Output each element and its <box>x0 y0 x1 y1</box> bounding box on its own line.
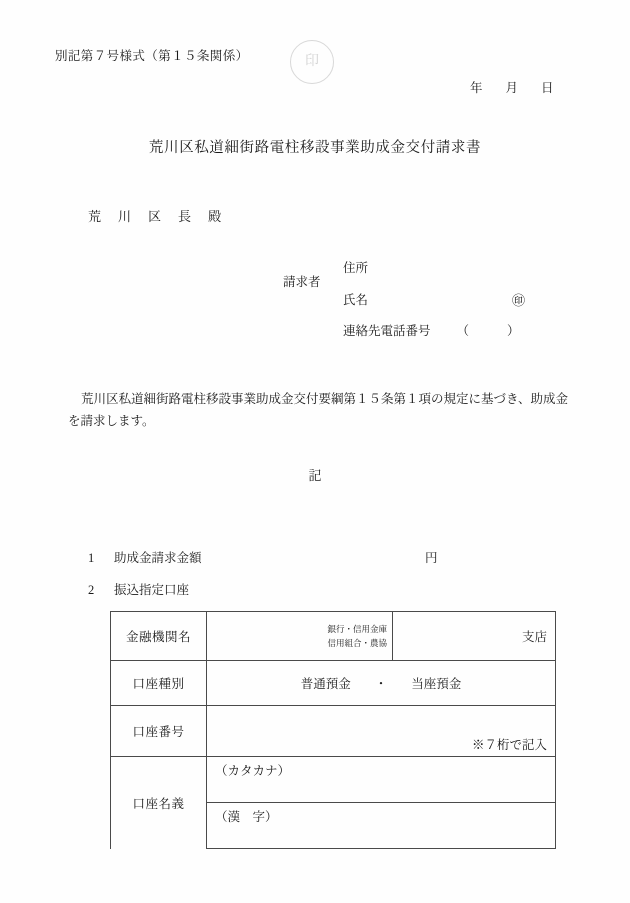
table-row-account-holder-katakana <box>111 757 556 803</box>
item-1 <box>88 548 202 566</box>
account-type-options-cell[interactable] <box>207 661 556 706</box>
account-holder-label-cell: 口座名義 <box>111 757 207 849</box>
item-2-index: 2 <box>88 583 95 597</box>
table-row-bank-name <box>111 612 556 661</box>
account-number-note: ※７桁で記入 <box>471 738 547 752</box>
phone-paren-close: ） <box>507 324 520 338</box>
bank-name-label-cell: 金融機関名 <box>111 612 207 661</box>
item-2-label: 振込指定口座 <box>114 583 190 597</box>
date-line <box>470 78 555 96</box>
phone-paren-open: （ <box>456 324 470 338</box>
item-1-label: 助成金請求金額 <box>114 551 202 565</box>
addressee-char-5: 殿 <box>208 209 222 224</box>
branch-input-cell[interactable] <box>393 612 556 661</box>
phone-field-label <box>343 321 520 339</box>
account-type-separator: ・ <box>374 677 388 691</box>
seal-stamp-icon <box>290 40 334 84</box>
ki-mark: 記 <box>308 468 322 483</box>
account-number-label-cell: 口座番号 <box>111 706 207 757</box>
bank-kind-line-2: 信用組合・農協 <box>327 638 387 648</box>
account-type-label-cell: 口座種別 <box>111 661 207 706</box>
form-code-label: 別記第７号様式（第１５条関係） <box>55 49 249 63</box>
table-row-account-number <box>111 706 556 757</box>
seal-stamp-glyph: 印 <box>305 54 319 69</box>
date-year-label: 年 <box>470 81 484 95</box>
account-holder-kanji-cell[interactable] <box>207 803 556 849</box>
claimant-label: 請求者 <box>283 275 321 289</box>
item-1-index: 1 <box>88 551 95 565</box>
phone-label-text: 連絡先電話番号 <box>343 324 431 338</box>
account-type-option-current[interactable]: 当座預金 <box>411 677 462 691</box>
addressee-char-4: 長 <box>178 209 192 224</box>
addressee-char-3: 区 <box>148 209 162 224</box>
addressee-char-1: 荒 <box>88 209 102 224</box>
bank-kind-options <box>327 622 387 650</box>
account-holder-katakana-cell[interactable] <box>207 757 556 803</box>
document-title: 荒川区私道細街路電柱移設事業助成金交付請求書 <box>148 140 482 156</box>
account-holder-katakana-label: （カタカナ） <box>215 764 291 778</box>
bank-account-table <box>110 611 556 849</box>
table-row-account-type <box>111 661 556 706</box>
bank-name-input-cell[interactable] <box>207 612 393 661</box>
date-month-label: 月 <box>505 81 520 95</box>
address-field-label: 住所 <box>343 261 369 275</box>
date-day-label: 日 <box>541 81 555 95</box>
account-type-option-ordinary[interactable]: 普通預金 <box>300 677 351 691</box>
addressee-line <box>88 206 221 225</box>
name-seal-icon: ㊞ <box>512 293 526 308</box>
account-number-input-cell[interactable] <box>207 706 556 757</box>
bank-kind-line-1: 銀行・信用金庫 <box>327 624 387 634</box>
item-2 <box>88 580 189 598</box>
item-1-unit: 円 <box>425 551 438 565</box>
addressee-char-2: 川 <box>118 209 132 224</box>
branch-label: 支店 <box>521 630 547 644</box>
body-paragraph: 荒川区私道細街路電柱移設事業助成金交付要綱第１５条第１項の規定に基づき、助成金を請求します。 <box>68 392 569 428</box>
name-field-label: 氏名 <box>343 293 369 307</box>
account-holder-kanji-label: （漢 字） <box>215 810 278 824</box>
